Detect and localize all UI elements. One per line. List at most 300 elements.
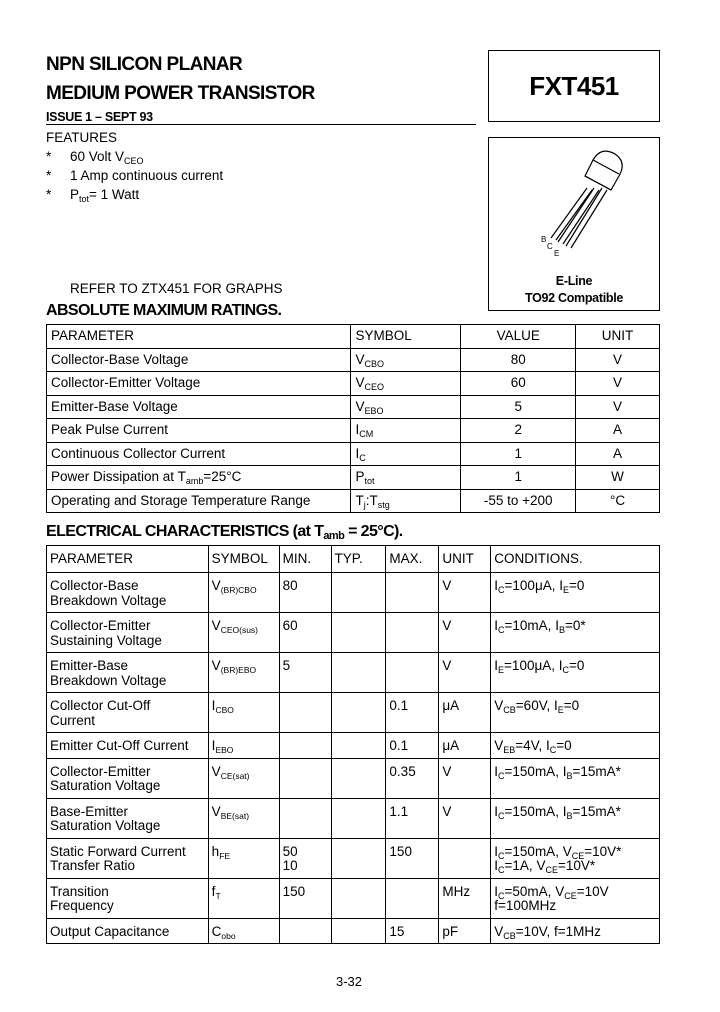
symbol-text: P	[355, 469, 365, 484]
cond-line	[494, 659, 659, 674]
elec-typ	[331, 798, 386, 838]
abs-max-row	[47, 442, 660, 466]
elec-param	[47, 758, 209, 798]
symbol-sub: CBO	[364, 358, 384, 369]
elec-row	[47, 733, 660, 759]
elec-unit: V	[439, 573, 491, 613]
cond-post: =150mA,	[504, 763, 563, 779]
abs-max-symbol	[351, 489, 461, 513]
elec-header-cell: MAX.	[386, 546, 439, 573]
elec-title-sub: amb	[323, 530, 345, 542]
feature-text-main: 60 Volt V	[70, 149, 125, 164]
header-rule	[46, 124, 476, 125]
elec-char-table	[46, 545, 660, 944]
package-compat: TO92 Compatible	[524, 291, 624, 305]
elec-min	[279, 613, 331, 653]
elec-param	[47, 613, 209, 653]
abs-max-row	[47, 489, 660, 513]
part-number: FXT451	[529, 70, 619, 101]
cond-sub: E	[498, 665, 505, 675]
cond-main: I	[494, 883, 499, 899]
abs-max-unit: A	[576, 442, 660, 466]
cond-sub: B	[566, 770, 573, 781]
cond-sub: E	[563, 585, 570, 595]
elec-header-cell: CONDITIONS.	[491, 546, 660, 573]
abs-max-value: 1	[461, 466, 576, 490]
elec-param	[47, 573, 209, 613]
abs-max-value: 5	[461, 395, 576, 419]
cond-post: =150mA,	[504, 803, 563, 819]
abs-max-param	[47, 372, 351, 396]
abs-max-symbol	[351, 466, 461, 490]
symbol-text: V	[355, 351, 365, 367]
param-line: Current	[50, 712, 96, 728]
abs-max-row	[47, 466, 660, 490]
param-line: Base-Emitter	[50, 803, 129, 819]
symbol-text: V	[355, 398, 365, 414]
cond-line	[494, 859, 659, 874]
abs-max-value: 1	[461, 442, 576, 466]
cond-main: I	[558, 658, 563, 673]
elec-cond	[491, 693, 660, 733]
symbol-text: V	[211, 803, 221, 819]
elec-row	[47, 693, 660, 733]
elec-max	[386, 573, 439, 613]
symbol-text: I	[355, 445, 360, 461]
abs-max-unit: V	[576, 348, 660, 372]
cond-main: I	[494, 858, 499, 873]
elec-min	[279, 838, 331, 878]
symbol-sub: EBO	[364, 405, 384, 416]
cond-sub: B	[558, 625, 565, 635]
cond-sub: C	[498, 585, 505, 595]
elec-symbol	[208, 758, 279, 798]
symbol-sub2: stg	[377, 499, 390, 510]
part-number-box	[488, 50, 660, 122]
abs-max-symbol	[351, 419, 461, 443]
cond-sub: C	[498, 865, 505, 875]
elec-symbol	[208, 918, 279, 944]
cond-main: I	[494, 658, 499, 673]
cond-post: =150mA,	[504, 843, 563, 859]
cond-main: I	[545, 738, 550, 753]
symbol-sub: C	[359, 452, 366, 463]
elec-row	[47, 573, 660, 613]
elec-typ	[331, 573, 386, 613]
cond-sub: E	[557, 705, 564, 715]
cond-post: =10mA,	[504, 618, 556, 633]
abs-max-unit: V	[576, 395, 660, 419]
cond-line	[494, 619, 659, 634]
min-line: 60	[282, 618, 298, 633]
symbol-sub: BE(sat)	[220, 810, 250, 821]
param-line: Frequency	[50, 898, 114, 913]
elec-unit	[439, 838, 491, 878]
param-line: Transfer Ratio	[50, 858, 136, 873]
abs-max-title: ABSOLUTE MAXIMUM RATINGS.	[46, 302, 282, 319]
elec-cond	[491, 573, 660, 613]
cond-sub: C	[549, 745, 557, 755]
elec-symbol	[208, 798, 279, 838]
elec-unit: V	[439, 653, 491, 693]
elec-row	[47, 653, 660, 693]
cond-line	[494, 899, 659, 914]
elec-cond	[491, 733, 660, 759]
min-line: 150	[282, 883, 306, 899]
elec-unit: V	[439, 798, 491, 838]
cond-line	[494, 805, 659, 820]
param-line: Collector-Emitter	[50, 618, 151, 633]
param-line: Breakdown Voltage	[50, 672, 167, 688]
param-line: Collector Cut-Off	[50, 698, 151, 713]
cond-sub: C	[498, 810, 505, 821]
elec-max: 0.1	[386, 733, 439, 759]
elec-max: 15	[386, 918, 439, 944]
elec-param	[47, 798, 209, 838]
cond-main: f=100MHz	[494, 898, 557, 913]
elec-max	[386, 613, 439, 653]
abs-max-header-cell: PARAMETER	[47, 325, 351, 349]
cond-post: =10V	[576, 883, 609, 899]
elec-typ	[331, 758, 386, 798]
param-line: Output Capacitance	[50, 923, 170, 939]
symbol-sub: CE(sat)	[220, 770, 250, 781]
param-text: Collector-Base Voltage	[51, 351, 189, 367]
elec-param	[47, 878, 209, 918]
cond-sub: CE	[564, 890, 577, 901]
abs-max-unit: V	[576, 372, 660, 396]
abs-max-param	[47, 489, 351, 513]
param-line: Saturation Voltage	[50, 818, 161, 833]
param-text: Peak Pulse Current	[51, 422, 169, 437]
elec-header-cell: PARAMETER	[47, 546, 209, 573]
elec-cond	[491, 838, 660, 878]
cond-post: =0*	[564, 618, 586, 633]
abs-max-row	[47, 372, 660, 396]
symbol-text: V	[211, 658, 221, 673]
elec-max	[386, 878, 439, 918]
elec-cond	[491, 878, 660, 918]
cond-main: V	[494, 923, 504, 939]
abs-max-value: -55 to +200	[461, 489, 576, 513]
elec-max	[386, 653, 439, 693]
symbol-post: :T	[365, 492, 378, 508]
title-line-2: MEDIUM POWER TRANSISTOR	[46, 83, 315, 104]
cond-line	[494, 739, 659, 754]
symbol-sub: CEO(sus)	[220, 625, 258, 635]
cond-main: I	[553, 698, 558, 713]
elec-unit: pF	[439, 918, 491, 944]
elec-min	[279, 693, 331, 733]
elec-unit: μA	[439, 693, 491, 733]
elec-unit: V	[439, 613, 491, 653]
title-line-1: NPN SILICON PLANAR	[46, 54, 243, 75]
features-heading: FEATURES	[46, 130, 118, 145]
elec-symbol	[208, 878, 279, 918]
param-line: Transition	[50, 883, 109, 899]
elec-header-row	[47, 546, 660, 573]
elec-min	[279, 758, 331, 798]
elec-symbol	[208, 573, 279, 613]
elec-row	[47, 613, 660, 653]
abs-max-unit: °C	[576, 489, 660, 513]
pin-e-label: E	[554, 249, 560, 258]
cond-main: I	[559, 578, 563, 593]
symbol-sub: CEO	[364, 382, 384, 392]
elec-unit: μA	[439, 733, 491, 759]
abs-max-header-row	[47, 325, 660, 349]
package-box	[488, 137, 660, 311]
cond-sub: CE	[571, 850, 585, 861]
cond-line	[494, 885, 659, 900]
to92-package-icon	[489, 138, 661, 268]
cond-main: V	[494, 698, 504, 713]
elec-symbol	[208, 693, 279, 733]
cond-post: =4V,	[515, 738, 546, 753]
param-line: Breakdown Voltage	[50, 592, 167, 608]
cond-sub: C	[498, 625, 505, 635]
param-text: Power Dissipation at T	[51, 469, 186, 484]
param-line: Collector-Base	[50, 578, 139, 593]
cond-sub: B	[566, 810, 573, 821]
abs-max-unit: A	[576, 419, 660, 443]
cond-post: =0	[556, 738, 572, 753]
feature-item	[46, 147, 346, 166]
cond-post: =10V*	[584, 843, 622, 859]
param-text: Emitter-Base Voltage	[51, 398, 178, 414]
param-text: Collector-Emitter Voltage	[51, 375, 201, 390]
symbol-sub: (BR)EBO	[220, 665, 257, 675]
abs-max-param	[47, 419, 351, 443]
features-list	[46, 147, 346, 204]
feature-text-sub: tot	[79, 194, 90, 204]
param-sub: amb	[185, 476, 204, 486]
elec-typ	[331, 693, 386, 733]
symbol-sub: CBO	[215, 705, 234, 715]
symbol-sub: tot	[364, 476, 375, 486]
cond-post: =10V, f=1MHz	[515, 923, 601, 939]
feature-item	[46, 166, 346, 185]
param-text: Operating and Storage Temperature Range	[51, 492, 311, 508]
cond-sub: EB	[503, 745, 516, 755]
param-text: Continuous Collector Current	[51, 445, 226, 461]
cond-sub: C	[498, 850, 505, 861]
cond-post: =0	[569, 658, 585, 673]
elec-min	[279, 918, 331, 944]
abs-max-value: 80	[461, 348, 576, 372]
symbol-sub: CM	[359, 429, 374, 439]
elec-title-post: = 25°C).	[344, 523, 403, 540]
cond-main: I	[562, 763, 567, 779]
symbol-text: I	[355, 422, 360, 437]
abs-max-symbol	[351, 442, 461, 466]
feature-text-sub: CEO	[124, 156, 144, 166]
elec-cond	[491, 613, 660, 653]
abs-max-header-cell: VALUE	[461, 325, 576, 349]
abs-max-param	[47, 348, 351, 372]
cond-main: I	[555, 618, 559, 633]
param-line: Static Forward Current	[50, 843, 186, 859]
cond-sub: CB	[503, 705, 516, 715]
cond-main: I	[494, 843, 499, 859]
elec-max: 0.1	[386, 693, 439, 733]
symbol-sub: obo	[221, 930, 236, 941]
abs-max-symbol	[351, 395, 461, 419]
cond-post: =50mA,	[504, 883, 556, 899]
elec-row	[47, 758, 660, 798]
feature-text	[70, 187, 139, 202]
elec-header-cell: UNIT	[439, 546, 491, 573]
cond-line	[494, 765, 659, 780]
param-line: Saturation Voltage	[50, 778, 161, 793]
param-line: Emitter-Base	[50, 658, 129, 673]
abs-max-symbol	[351, 372, 461, 396]
cond-sub: C	[562, 665, 570, 675]
abs-max-header-cell: UNIT	[576, 325, 660, 349]
cond-post: =0	[563, 698, 580, 713]
elec-unit: V	[439, 758, 491, 798]
abs-max-row	[47, 348, 660, 372]
cond-post: =100μA,	[504, 578, 560, 593]
abs-max-param	[47, 466, 351, 490]
elec-row	[47, 798, 660, 838]
min-line: 5	[282, 658, 291, 673]
cond-post: =15mA*	[572, 763, 621, 779]
symbol-text: f	[211, 883, 216, 899]
elec-min	[279, 573, 331, 613]
cond-main: V	[555, 883, 565, 899]
feature-text-main: 1 Amp continuous current	[70, 168, 224, 183]
cond-post: =10V*	[557, 858, 596, 873]
elec-cond	[491, 918, 660, 944]
abs-max-row	[47, 419, 660, 443]
feature-text	[70, 149, 144, 164]
cond-main: I	[494, 803, 499, 819]
elec-cond	[491, 758, 660, 798]
cond-main: V	[494, 738, 504, 753]
feature-bullet: *	[46, 149, 52, 164]
abs-max-value: 2	[461, 419, 576, 443]
feature-text	[70, 168, 223, 183]
feature-text-main: P	[70, 187, 80, 202]
abs-max-symbol	[351, 348, 461, 372]
symbol-text: V	[211, 763, 221, 779]
elec-max: 0.35	[386, 758, 439, 798]
refer-note: REFER TO ZTX451 FOR GRAPHS	[70, 281, 283, 296]
abs-max-header-cell: SYMBOL	[351, 325, 461, 349]
elec-typ	[331, 878, 386, 918]
symbol-text: h	[211, 843, 220, 859]
elec-typ	[331, 838, 386, 878]
cond-line	[494, 845, 659, 860]
feature-text-post: = 1 Watt	[89, 187, 140, 202]
elec-header-cell: TYP.	[331, 546, 386, 573]
pin-c-label: C	[547, 242, 553, 251]
issue-label: ISSUE 1 – SEPT 93	[46, 110, 153, 124]
cond-line	[494, 579, 659, 594]
cond-sub: CE	[545, 865, 558, 875]
elec-min	[279, 878, 331, 918]
symbol-sub: j	[363, 499, 366, 510]
package-name: E-Line	[555, 274, 593, 288]
symbol-text: V	[211, 578, 221, 593]
elec-max: 1.1	[386, 798, 439, 838]
cond-main: I	[494, 578, 499, 593]
pin-b-label: B	[541, 235, 547, 244]
param-post: =25°C	[203, 469, 242, 484]
elec-param	[47, 653, 209, 693]
abs-max-unit: W	[576, 466, 660, 490]
elec-row	[47, 838, 660, 878]
feature-bullet: *	[46, 187, 52, 202]
cond-post: =60V,	[515, 698, 554, 713]
page-number: 3-32	[336, 974, 363, 989]
elec-header-cell: SYMBOL	[208, 546, 279, 573]
elec-symbol	[208, 653, 279, 693]
cond-main: I	[562, 803, 567, 819]
cond-post: =1A,	[504, 858, 537, 873]
cond-line	[494, 925, 659, 940]
symbol-sub: EBO	[215, 745, 234, 755]
symbol-text: T	[355, 492, 364, 508]
symbol-text: V	[355, 375, 365, 390]
elec-param	[47, 693, 209, 733]
cond-post: =0	[569, 578, 585, 593]
elec-unit: MHz	[439, 878, 491, 918]
cond-post: =100μA,	[504, 658, 559, 673]
elec-typ	[331, 613, 386, 653]
symbol-text: I	[211, 738, 216, 753]
cond-sub: C	[498, 770, 505, 781]
elec-typ	[331, 733, 386, 759]
abs-max-table	[46, 324, 660, 513]
elec-param	[47, 918, 209, 944]
elec-param	[47, 838, 209, 878]
symbol-sub: T	[215, 890, 221, 901]
elec-row	[47, 878, 660, 918]
param-line: Sustaining Voltage	[50, 632, 162, 648]
symbol-sub: FE	[219, 850, 231, 861]
cond-post: =15mA*	[572, 803, 621, 819]
symbol-text: V	[211, 618, 221, 633]
elec-header-cell: MIN.	[279, 546, 331, 573]
min-line: 50	[282, 843, 298, 859]
elec-typ	[331, 918, 386, 944]
elec-max: 150	[386, 838, 439, 878]
elec-cond	[491, 798, 660, 838]
abs-max-value: 60	[461, 372, 576, 396]
param-line: Collector-Emitter	[50, 763, 151, 779]
symbol-text: C	[211, 923, 222, 939]
elec-cond	[491, 653, 660, 693]
symbol-text: I	[211, 698, 216, 713]
elec-title-pre: ELECTRICAL CHARACTERISTICS (at T	[46, 523, 324, 540]
cond-main: I	[494, 618, 499, 633]
elec-min	[279, 733, 331, 759]
elec-min	[279, 653, 331, 693]
feature-item	[46, 185, 346, 204]
elec-row	[47, 918, 660, 944]
elec-symbol	[208, 613, 279, 653]
cond-main: I	[494, 763, 499, 779]
elec-param	[47, 733, 209, 759]
min-line: 80	[282, 578, 298, 593]
abs-max-param	[47, 442, 351, 466]
elec-symbol	[208, 838, 279, 878]
min-line: 10	[282, 858, 298, 873]
cond-sub: CB	[503, 930, 516, 941]
elec-title	[46, 523, 403, 541]
